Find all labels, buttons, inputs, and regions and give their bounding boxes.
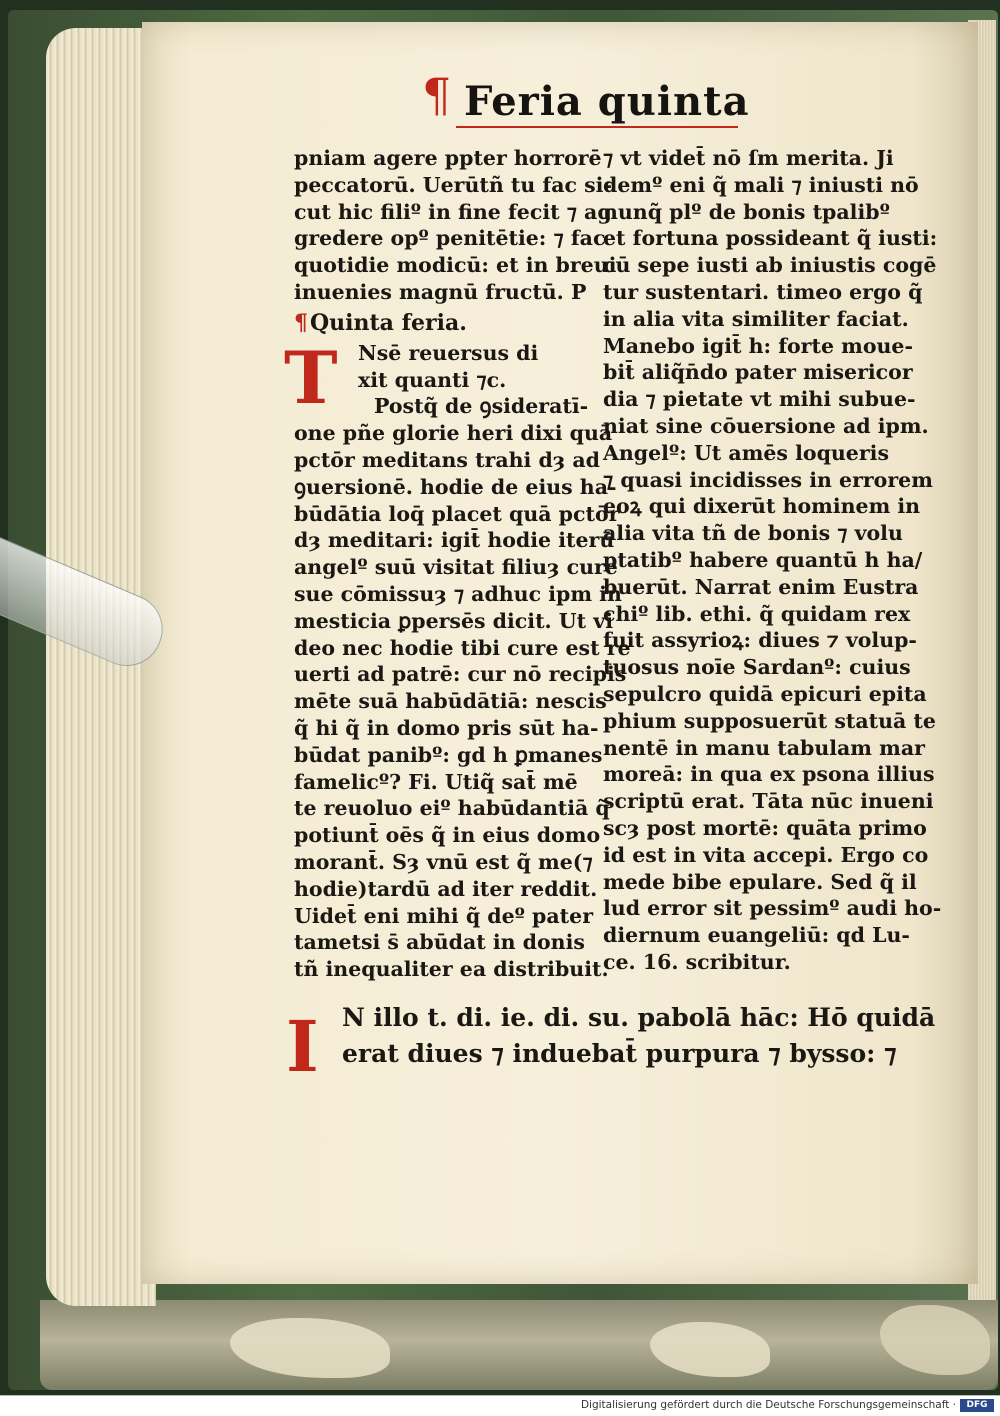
text-line: Uidet̄ eni mihi q̃ deº pater	[294, 903, 593, 928]
text-line: xit quanti ⁊c.	[358, 367, 507, 392]
text-line: mesticia ꝑpersēs dicit. Ut vi	[294, 608, 613, 633]
header-rule	[456, 126, 738, 128]
text-line: tuosus noīe Sardanº: cuius	[603, 655, 911, 680]
funding-credit: Digitalisierung gefördert durch die Deutsche Forschungsgemeinschaft ·	[580, 1399, 956, 1411]
text-line: uerti ad patrē: cur nō recipis	[294, 662, 627, 687]
text-line: te reuoluo eiº habūdantiā q̃	[294, 796, 610, 821]
right-column	[603, 145, 942, 976]
text-line: nunq̃ plº de bonis tpalibº	[603, 199, 890, 224]
text-line: morant̄. Sȝ vnū est q̃ me(⁊	[294, 849, 593, 874]
text-line: ce. 16. scribitur.	[603, 949, 791, 974]
text-line: Postq̃ de ꝯsideratī-	[374, 394, 589, 419]
pilcrow-mark: ¶	[422, 68, 452, 122]
text-line: peccatorū. Uerūtñ tu fac si-	[294, 172, 612, 197]
text-line: mēte suā habūdātiā: nescis	[294, 689, 607, 714]
text-line: ptatibº habere quantū h ha/	[603, 547, 923, 572]
text-line: chiº lib. ethi. q̃ quidam rex	[603, 601, 911, 626]
text-line: eoꝝ qui dixerūt hominem in	[603, 494, 921, 519]
text-line: scriptū erat. Tāta nūc inueni	[603, 789, 934, 814]
gospel-incipit	[286, 1000, 936, 1088]
text-line: sepulcro quidā epicuri epita	[603, 681, 927, 706]
text-line: būdat panibº: gd h ꝑmanes	[294, 742, 603, 767]
text-line: cut hic filiº in fine fecit ⁊ ag	[294, 199, 612, 224]
text-line: ⁊ quasi incidisses in errorem	[603, 467, 933, 492]
text-line: diernum euangeliū: qd Lu-	[603, 923, 910, 948]
text-line: scȝ post mortē: quāta primo	[603, 815, 927, 840]
text-line: ꝯuersionē. hodie de eius ha-	[294, 474, 617, 499]
text-line: Angelº: Ut amēs loqueris	[603, 440, 889, 465]
text-line: demº eni q̃ mali ⁊ iniusti nō	[603, 172, 919, 197]
text-line: alia vita tñ de bonis ⁊ volu	[603, 521, 903, 546]
text-line: tur sustentari. timeo ergo q̃	[603, 279, 923, 304]
text-line: id est in vita accepi. Ergo co	[603, 842, 929, 867]
text-line: gredere opº penitētie: ⁊ fac	[294, 226, 606, 251]
text-line: quotidie modicū: et in breui	[294, 253, 617, 278]
text-line: mede bibe epulare. Sed q̃ il	[603, 869, 917, 894]
rubric-text: Quinta feria.	[310, 309, 467, 336]
running-header	[420, 64, 750, 134]
drop-capital: I	[286, 1005, 319, 1088]
text-line: cū sepe iusti ab iniustis cogē	[603, 253, 937, 278]
text-line: ⁊ vt videt̄ nō ſm merita. Ji	[603, 146, 894, 170]
text-line: moreā: in qua ex psona illius	[603, 762, 935, 787]
text-line: dȝ meditari: igit̄ hodie iterū	[294, 528, 615, 553]
text-line: tñ inequaliter ea distribuit.	[294, 957, 609, 982]
drop-capital: T	[284, 334, 338, 420]
text-line: sue cōmissuȝ ⁊ adhuc ipm in	[294, 581, 622, 606]
section-rubric	[294, 306, 594, 340]
text-line: lud error sit pessimº audi ho-	[603, 896, 942, 921]
page-title: Feria quinta	[464, 78, 750, 125]
text-line: tametsi s̄ abūdat in donis	[294, 930, 585, 955]
text-line: et fortuna possideant q̃ iusti:	[603, 226, 938, 251]
funding-footer	[0, 1395, 1000, 1416]
text-line: būdātia loq̄ placet quā pctōr	[294, 501, 620, 526]
text-line: Manebo igit̄ h: forte moue-	[603, 333, 913, 358]
text-line: pctōr meditans trahi dȝ ad	[294, 447, 601, 472]
dfg-logo: DFG	[960, 1399, 994, 1412]
text-line: N illo t. di. ie. di. su. pabolā hāc: Hō quidā	[342, 1003, 936, 1032]
page-block-edges	[46, 28, 156, 1306]
text-line: inuenies magnū fructū. P	[294, 279, 587, 304]
pilcrow-mark: ¶	[294, 309, 308, 336]
text-line: famelicº? Fi. Utiq̃ sat̄ mē	[294, 769, 578, 794]
text-line: fuit assyrioꝝ: diues ⁊ volup-	[603, 628, 917, 653]
text-line: buerūt. Narrat enim Eustra	[603, 574, 919, 599]
book-cover-bottom-edge	[40, 1300, 998, 1390]
text-line: phium supposuerūt statuā te	[603, 708, 936, 733]
text-line: angelº suū visitat filiuȝ cure	[294, 555, 618, 580]
text-line: q̃ hi q̃ in domo pris sūt ha-	[294, 715, 599, 740]
text-line: nentē in manu tabulam mar	[603, 735, 925, 760]
text-line: in alia vita similiter faciat.	[603, 306, 909, 331]
text-line: pniam agere ppter horrorē	[294, 146, 602, 170]
text-line: potiunt̄ oēs q̃ in eius domo	[294, 823, 601, 848]
text-line: dia ⁊ pietate vt mihi subue-	[603, 387, 916, 412]
text-line: erat diues ⁊ induebat̄ purpura ⁊ bysso: ⁊	[342, 1039, 897, 1068]
text-line: niat sine cōuersione ad ipm.	[603, 413, 929, 438]
text-line: deo nec hodie tibi cure est re	[294, 635, 631, 660]
text-line: one pñe glorie heri dixi quā	[294, 421, 613, 446]
text-line: Nsē reuersus di	[358, 340, 539, 365]
initial-block	[284, 334, 594, 420]
text-line: bit̄ aliq̃n̄do pater misericor	[603, 360, 913, 385]
text-line: hodie)tardū ad iter reddit.	[294, 876, 598, 901]
left-column	[284, 145, 631, 983]
